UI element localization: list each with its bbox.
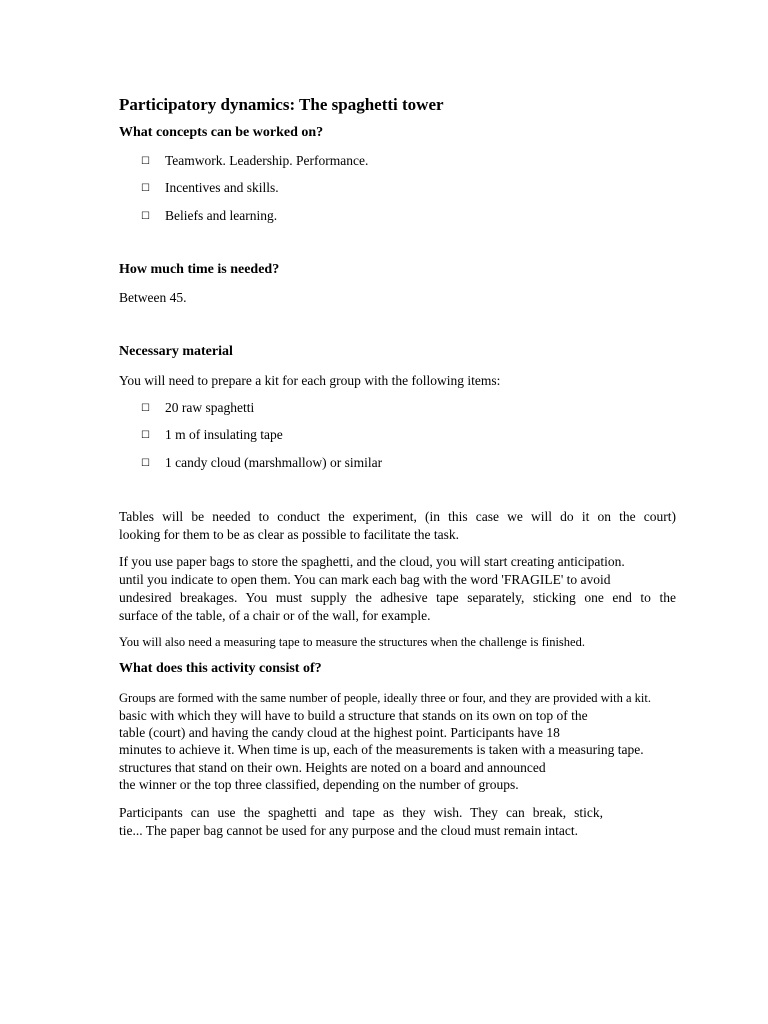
list-item-text: 1 candy cloud (marshmallow) or similar	[165, 455, 383, 470]
concepts-heading: What concepts can be worked on?	[119, 125, 324, 140]
paragraph-line: Groups are formed with the same number of people, ideally three or four, and they are provided with a kit.	[119, 691, 651, 705]
list-item-text: Incentives and skills.	[165, 180, 279, 195]
bullet-icon: ☐	[141, 458, 150, 469]
paragraph-line: If you use paper bags to store the spaghetti, and the cloud, you will start creating anticipation.	[119, 554, 625, 569]
list-item	[141, 152, 368, 171]
paragraph-line: undesired breakages. You must supply the adhesive tape separately, sticking one end to the	[119, 590, 676, 605]
list-item-text: Beliefs and learning.	[165, 208, 278, 223]
list-item-text: Teamwork. Leadership. Performance.	[165, 153, 369, 168]
paragraph-line: table (court) and having the candy cloud at the highest point. Participants have 18	[119, 725, 560, 740]
page-title: Participatory dynamics: The spaghetti tower	[119, 95, 444, 114]
paragraph-line: looking for them to be as clear as possible to facilitate the task.	[119, 527, 460, 542]
bullet-icon: ☐	[141, 183, 150, 194]
time-text: Between 45.	[119, 290, 187, 305]
bullet-icon: ☐	[141, 403, 150, 414]
list-item	[141, 454, 382, 473]
list-item-text: 1 m of insulating tape	[165, 427, 283, 442]
material-heading: Necessary material	[119, 344, 233, 359]
bullet-icon: ☐	[141, 211, 150, 222]
paragraph-line: minutes to achieve it. When time is up, each of the measurements is taken with a measuring tape.	[119, 742, 644, 757]
activity-heading: What does this activity consist of?	[119, 661, 322, 676]
list-item	[141, 426, 283, 445]
bullet-icon: ☐	[141, 430, 150, 441]
bullet-icon: ☐	[141, 156, 150, 167]
paragraph-line: tie... The paper bag cannot be used for any purpose and the cloud must remain intact.	[119, 823, 578, 838]
paragraph-line: Participants can use the spaghetti and tape as they wish. They can break, stick,	[119, 805, 603, 820]
paragraph-line: basic with which they will have to build a structure that stands on its own on top of the	[119, 708, 588, 723]
measure-paragraph: You will also need a measuring tape to measure the structures when the challenge is finished.	[119, 635, 585, 649]
paragraph-line: structures that stand on their own. Heights are noted on a board and announced	[119, 760, 546, 775]
list-item-text: 20 raw spaghetti	[165, 400, 255, 415]
paragraph-line: Tables will be needed to conduct the experiment, (in this case we will do it on the court)	[119, 509, 676, 524]
paragraph-line: the winner or the top three classified, depending on the number of groups.	[119, 777, 519, 792]
material-intro: You will need to prepare a kit for each group with the following items:	[119, 373, 501, 388]
paragraph-line: surface of the table, of a chair or of the wall, for example.	[119, 608, 431, 623]
time-heading: How much time is needed?	[119, 262, 280, 277]
list-item	[141, 179, 279, 198]
list-item	[141, 399, 254, 418]
list-item	[141, 207, 277, 226]
paragraph-line: until you indicate to open them. You can mark each bag with the word 'FRAGILE' to avoid	[119, 572, 611, 587]
